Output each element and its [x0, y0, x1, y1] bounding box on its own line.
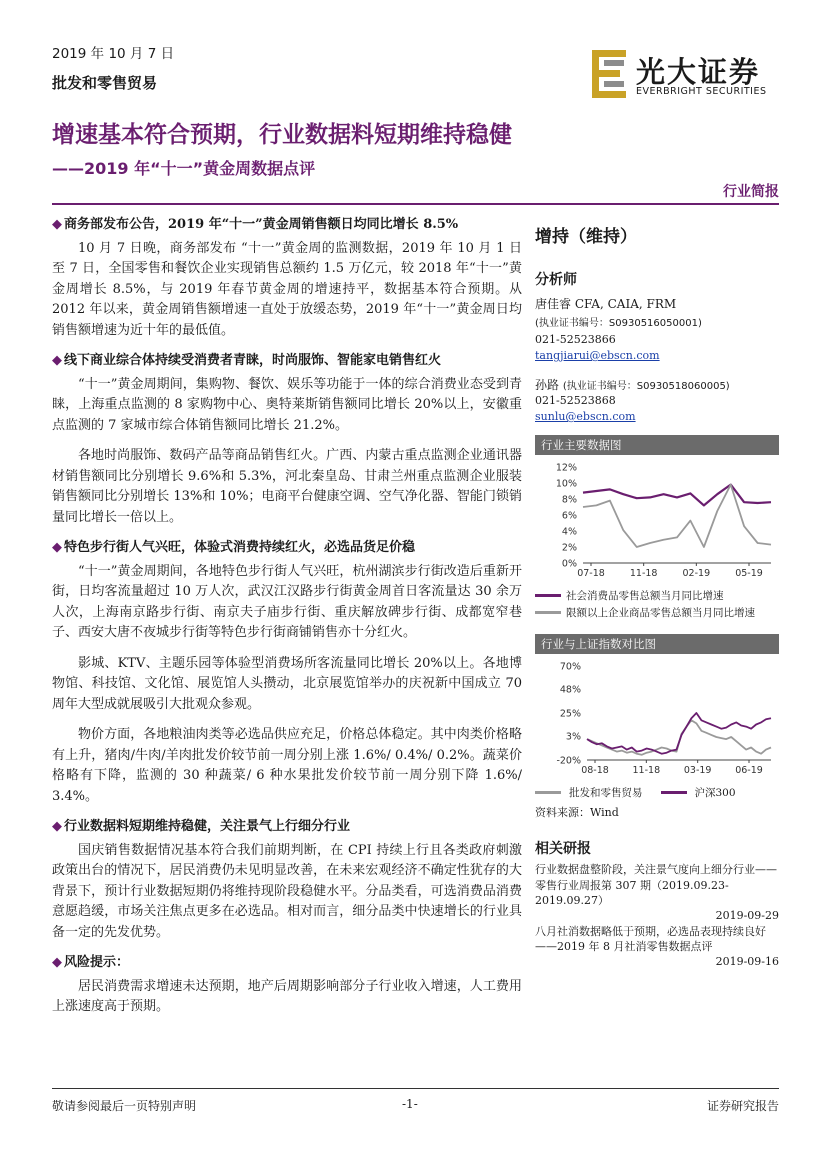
page-number: -1-	[402, 1097, 418, 1111]
diamond-bullet-icon: ◆	[52, 819, 62, 834]
x-tick-label: 02-19	[682, 568, 711, 579]
y-tick-label: 25%	[559, 708, 581, 720]
y-tick-label: 6%	[561, 510, 577, 522]
chart-1-container	[535, 435, 779, 620]
legend-swatch	[535, 594, 561, 597]
paragraph: “十一”黄金周期间，集购物、餐饮、娱乐等功能于一体的综合消费业态受到青睐，上海重点监测的 8 家购物中心、奥特莱斯销售额同比增长 20%以上，安徽重点监测的 7 家城市综合体销售额同比增长 21.2%。	[52, 376, 522, 433]
paragraph: “十一”黄金周期间，各地特色步行街人气兴旺，杭州湖滨步行街改造后重新开街，日均客流量超过 10 万人次，武汉江汉路步行街黄金周首日客流量达 30 余万人次，上海南京路步行街、南京夫子庙步行街、重庆解放碑步行街、成都宽窄巷子、西安大唐不夜城步行街等特色步行街商铺销售亦十分红火。	[52, 563, 522, 640]
rating: 增持（维持）	[535, 227, 637, 247]
report-date: 2019 年 10 月 7 日	[52, 46, 175, 62]
legend-label: 沪深300	[694, 787, 736, 799]
chart-1-title: 行业主要数据图	[535, 435, 779, 455]
logo-mark-icon	[590, 48, 630, 100]
y-tick-label: 48%	[559, 684, 581, 696]
footer-doc-type: 证券研究报告	[706, 1099, 779, 1113]
analyst-1-phone: 021-52523866	[535, 333, 616, 346]
y-tick-label: 70%	[559, 661, 581, 673]
analyst-2	[535, 376, 779, 393]
section-heading-2: ◆ 线下商业综合体持续受消费者青睐，时尚服饰、智能家电销售红火	[52, 353, 442, 368]
legend-label: 社会消费品零售总额当月同比增速	[566, 590, 724, 602]
analyst-1-cert: (执业证书编号：S0930516050001)	[535, 318, 702, 329]
analyst-1-name: 唐佳睿	[535, 297, 572, 311]
report-subtitle: ——2019 年“十一”黄金周数据点评	[52, 159, 316, 178]
legend-label: 限额以上企业商品零售总额当月同比增速	[566, 607, 755, 619]
chart-2-container	[535, 634, 779, 820]
chart-2-legend	[535, 785, 779, 800]
legend-label: 批发和零售贸易	[569, 787, 643, 799]
x-tick-label: 08-18	[581, 765, 609, 776]
chart-source: 资料来源：Wind	[535, 806, 619, 819]
related-item-2-date: 2019-09-16	[715, 954, 779, 968]
related-item-1[interactable]: 行业数据盘整阶段，关注景气度向上细分行业——零售行业周报第 307 期（2019.09.23-2019.09.27）	[535, 863, 777, 907]
paragraph: 国庆销售数据情况基本符合我们前期判断，在 CPI 持续上行且各类政府刺激政策出台的情况下，居民消费仍未见明显改善，在未来宏观经济不确定性犹存的大背景下，预计行业数据短期仍将维持现阶段稳健水平。分品类看，可选消费品消费意愿趋缓，市场关注焦点更多在必选品。相对而言，细分品类中快速增长的行业具备一定的先发优势。	[52, 842, 522, 940]
paragraph: 各地时尚服饰、数码产品等商品销售红火。广西、内蒙古重点监测企业通讯器材销售额同比分别增长 9.6%和 5.3%，河北秦皇岛、甘肃兰州重点监测企业服装销售额同比分别增长 13%和 10%；电商平台健康空调、空气净化器、智能门锁销量同比增长一倍以上。	[52, 448, 522, 525]
analyst-1-quals: CFA, CAIA, FRM	[574, 297, 677, 311]
y-tick-label: 2%	[561, 542, 577, 554]
section-heading-1: ◆ 商务部发布公告，2019 年“十一”黄金周销售额日均同比增长 8.5%	[52, 217, 459, 232]
y-tick-label: 3%	[565, 731, 581, 743]
section-heading-3: ◆ 特色步行街人气兴旺，体验式消费持续红火，必选品货足价稳	[52, 540, 416, 555]
analyst-2-cert: (执业证书编号：S0930518060005)	[562, 381, 730, 392]
x-tick-label: 07-18	[577, 568, 605, 579]
document-type: 行业简报	[723, 184, 779, 200]
related-item-1-date: 2019-09-29	[715, 908, 779, 922]
y-tick-label: 8%	[561, 494, 577, 506]
analyst-2-phone: 021-52523868	[535, 394, 616, 407]
sector-name: 批发和零售贸易	[52, 74, 158, 92]
header-divider	[52, 203, 779, 205]
legend-swatch	[535, 791, 561, 794]
analyst-1	[535, 295, 779, 312]
sidebar	[535, 222, 779, 968]
x-tick-label: 05-19	[735, 568, 763, 579]
diamond-bullet-icon: ◆	[52, 217, 62, 232]
chart-2-title: 行业与上证指数对比图	[535, 634, 779, 654]
chart-1-legend-1	[535, 588, 779, 603]
chart-2	[535, 654, 779, 782]
report-title: 增速基本符合预期，行业数据料短期维持稳健	[52, 122, 512, 148]
diamond-bullet-icon: ◆	[52, 955, 62, 970]
chart-1-legend-2	[535, 605, 779, 620]
analyst-1-email[interactable]: tangjiarui@ebscn.com	[535, 349, 660, 362]
related-item-2[interactable]: 八月社消数据略低于预期，必选品表现持续良好——2019 年 8 月社消零售数据点评	[535, 924, 766, 953]
brand-logo	[590, 48, 780, 100]
x-tick-label: 06-19	[735, 765, 763, 776]
x-tick-label: 11-18	[629, 568, 658, 579]
analyst-2-email[interactable]: sunlu@ebscn.com	[535, 410, 636, 423]
y-tick-label: 4%	[561, 526, 577, 538]
x-tick-label: 03-19	[683, 765, 712, 776]
y-tick-label: 12%	[555, 462, 577, 474]
diamond-bullet-icon: ◆	[52, 353, 62, 368]
analyst-heading: 分析师	[535, 272, 577, 288]
diamond-bullet-icon: ◆	[52, 540, 62, 555]
y-tick-label: -20%	[556, 755, 581, 767]
footer-disclaimer: 敬请参阅最后一页特别声明	[52, 1099, 197, 1113]
y-tick-label: 0%	[561, 558, 577, 570]
chart-1	[535, 455, 779, 585]
legend-swatch	[661, 791, 687, 794]
y-tick-label: 10%	[555, 478, 577, 490]
paragraph: 物价方面，各地粮油肉类等必选品供应充足，价格总体稳定。其中肉类价格略有上升，猪肉/牛肉/羊肉批发价较节前一周分别上涨 1.6%/ 0.4%/ 0.2%。蔬菜价格略有下降，监测的 30 种蔬菜/ 6 种水果批发价较节前一周分别下降 1.6%/ 3.4%。	[52, 727, 522, 804]
section-heading-5: ◆ 风险提示：	[52, 955, 130, 970]
series-line-2	[583, 485, 771, 547]
paragraph: 居民消费需求增速未达预期，地产后周期影响部分子行业收入增速，人工费用上涨速度高于预期。	[52, 978, 522, 1014]
related-heading: 相关研报	[535, 841, 591, 857]
section-heading-4: ◆ 行业数据料短期维持稳健，关注景气上行细分行业	[52, 819, 351, 834]
analyst-2-name: 孙路	[535, 378, 560, 392]
logo-cn-text: 光大证券	[636, 55, 761, 89]
legend-swatch	[535, 611, 561, 614]
main-body	[52, 215, 522, 1028]
footer-divider	[52, 1088, 779, 1089]
paragraph: 影城、KTV、主题乐园等体验型消费场所客流量同比增长 20%以上。各地博物馆、科技馆、文化馆、展览馆人头攒动，北京展览馆举办的庆祝新中国成立 70 周年大型成就展吸引大批观众参观。	[52, 655, 522, 712]
paragraph: 10 月 7 日晚，商务部发布 “十一”黄金周的监测数据，2019 年 10 月 1 日至 7 日，全国零售和餐饮企业实现销售总额约 1.5 万亿元，较 2018 年“十一”黄金周增长 8.5%，与 2019 年春节黄金周的增速持平，数据基本符合预期。从 2012 年以来，黄金周销售额增速一直处于放缓态势，2019 年“十一”黄金周日均销售额增速为近十年的最低值。	[52, 240, 522, 338]
x-tick-label: 11-18	[632, 765, 661, 776]
logo-en-text: EVERBRIGHT SECURITIES	[636, 86, 767, 97]
